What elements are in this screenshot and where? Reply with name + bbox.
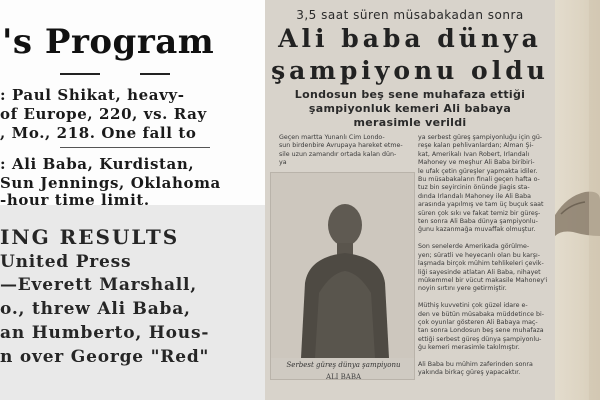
- program-line: , Mo., 218. One fall to: [0, 124, 197, 142]
- column-line: [418, 353, 552, 361]
- column-line: sun birdenbire Avrupaya hareket etme-: [279, 142, 403, 150]
- subhead-line-2: şampiyonluk kemeri Ali babaya: [308, 102, 512, 115]
- subhead-line-1: Londosun beş sene muhafaza ettiği: [294, 88, 526, 101]
- results-clipping: [0, 205, 265, 400]
- results-line: o., threw Ali Baba,: [0, 299, 191, 319]
- left-text-column: [279, 134, 409, 168]
- column-line: ettiği serbest güreş dünya şampiyonlu-: [418, 335, 542, 343]
- column-line: çok oyunlar gösteren Ali Babaya maç-: [418, 318, 538, 326]
- column-line: Mahoney ve meşhur Ali Baba biribiri-: [418, 159, 535, 167]
- program-title: 's Program: [2, 22, 215, 62]
- column-line: tuz bin seyircinin önünde Jiagis sta-: [418, 184, 530, 192]
- program-line: : Paul Shikat, heavy-: [0, 86, 185, 104]
- column-line: Son senelerde Amerikada görülme-: [418, 243, 530, 251]
- results-headline: ING RESULTS: [0, 225, 180, 249]
- photo-name: ALI BABA: [325, 373, 362, 380]
- column-line: arasında yapılmış ve tam üç buçuk saat: [418, 201, 544, 209]
- section-divider: [60, 147, 210, 148]
- column-line: liği sayesinde atlatan Ali Baba, nihayet: [418, 268, 541, 276]
- column-line: kat, Amerikalı İvan Robert, İrlandalı: [418, 150, 530, 158]
- photo-caption: Serbest güreş dünya şampiyonu: [286, 361, 401, 369]
- kicker-line: 3,5 saat süren müsabakadan sonra: [296, 8, 524, 22]
- title-rule-right: [140, 73, 170, 75]
- column-line: den ve bütün müsabaka müddetince bi-: [418, 310, 544, 318]
- program-clipping: [0, 0, 265, 205]
- column-line: ğu kemeri merasimle takılmıştır.: [418, 344, 520, 352]
- results-line: United Press: [0, 252, 132, 272]
- side-photo-fragment: [555, 0, 600, 400]
- results-line: n over George "Red": [0, 347, 210, 367]
- title-rule: [60, 73, 100, 75]
- column-line: Müthiş kuvvetini çok güzel idare e-: [418, 302, 528, 310]
- column-line: tan sonra Londosun beş sene muhafaza: [418, 327, 544, 335]
- column-line: yen; süratli ve heyecanlı olan bu karşı-: [418, 251, 541, 259]
- headline-line-2: şampiyonu oldu: [271, 56, 549, 85]
- column-line: süren çok sıkı ve fakat temiz bir güreş-: [418, 209, 541, 217]
- program-line: of Europe, 220, vs. Ray: [0, 105, 207, 123]
- wrestler-arm-image: [555, 0, 600, 400]
- column-line: laşmada birçok mühim tehlikeleri çevik-: [418, 260, 544, 268]
- column-line: Ali Baba bu mühim zaferinden sonra: [418, 360, 533, 368]
- subhead-line-3: merasimle verildi: [353, 116, 467, 129]
- english-clippings-panel: [0, 0, 265, 400]
- column-line: ya: [279, 159, 287, 167]
- column-line: [418, 235, 552, 243]
- program-line: -hour time limit.: [0, 191, 150, 205]
- column-line: Geçen martta Yunanlı Cim Londo-: [279, 134, 385, 141]
- column-line: [418, 294, 552, 302]
- column-line: yakında birkaç güreş yapacaktır.: [418, 369, 521, 377]
- column-line: dında İrlandalı Mahoney ile Ali Baba: [418, 192, 531, 200]
- right-text-column: [418, 134, 552, 378]
- headline-line-1: Ali baba dünya: [278, 24, 542, 53]
- column-line: sile uzun zamandır ortada kalan dün-: [279, 150, 397, 158]
- results-line: —Everett Marshall,: [0, 275, 198, 295]
- column-line: noyin sırtını yere getirmiştir.: [418, 285, 507, 293]
- wrestler-photo: [270, 172, 415, 380]
- program-line: : Ali Baba, Kurdistan,: [0, 155, 195, 173]
- column-line: mükemmel bir vücut makasile Mahoney'i: [418, 276, 548, 284]
- turkish-newspaper-panel: [265, 0, 555, 400]
- column-line: reşe kalan pehlivanlardan; Alman Şi-: [418, 142, 534, 150]
- column-line: Bu müsabakaların finali geçen hafta o-: [418, 176, 540, 184]
- column-line: ten sonra Ali Baba dünya şampiyonlu-: [418, 218, 538, 226]
- column-line: ya serbest güreş şampiyonluğu için gü-: [418, 134, 543, 141]
- column-line: ğunu kazanmağa muvaffak olmuştur.: [418, 226, 536, 234]
- results-line: an Humberto, Hous-: [0, 323, 210, 343]
- column-line: le ufak çetin güreşler yapmakta idiler.: [418, 167, 538, 175]
- program-line: Sun Jennings, Oklahoma: [0, 174, 221, 192]
- wrestler-portrait-image: [271, 173, 415, 358]
